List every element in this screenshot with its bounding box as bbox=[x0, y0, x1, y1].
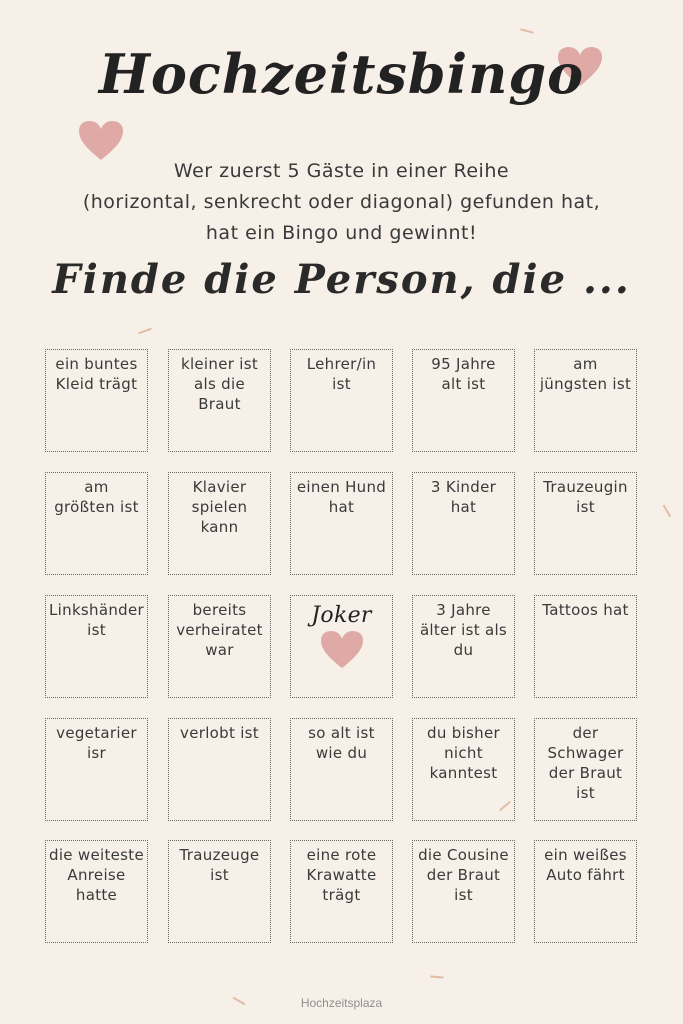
bingo-cell-text: Auto fährt bbox=[546, 866, 625, 884]
bingo-cell[interactable] bbox=[412, 595, 515, 698]
bingo-cell-text: kann bbox=[200, 518, 239, 536]
bingo-cell-text: Lehrer/in bbox=[306, 355, 377, 373]
bingo-cell-text: einen Hund bbox=[296, 478, 387, 496]
joker-label: Joker bbox=[311, 603, 372, 628]
bingo-cell-text: Schwager bbox=[547, 744, 624, 762]
bingo-cell[interactable] bbox=[168, 840, 271, 943]
bingo-cell-text: 3 Jahre bbox=[436, 601, 491, 619]
bingo-cell-text: war bbox=[205, 641, 234, 659]
bingo-cell-text: Linkshänder bbox=[49, 601, 144, 619]
bingo-cell-text: wie du bbox=[315, 744, 368, 762]
bingo-cell-text: ein buntes bbox=[55, 355, 138, 373]
bingo-cell-text: vegetarier bbox=[56, 724, 137, 742]
bingo-cell-text: Kleid trägt bbox=[55, 375, 138, 393]
bingo-cell[interactable] bbox=[412, 472, 515, 575]
bingo-cell-text: größten ist bbox=[54, 498, 139, 516]
bingo-cell-text: so alt ist bbox=[308, 724, 375, 742]
bingo-cell-text: spielen bbox=[191, 498, 248, 516]
bingo-cell[interactable] bbox=[534, 472, 637, 575]
bingo-cell[interactable] bbox=[534, 595, 637, 698]
bingo-cell-text: hat bbox=[450, 498, 477, 516]
instructions-line: hat ein Bingo und gewinnt! bbox=[205, 222, 478, 244]
bingo-cell-text: du bbox=[453, 641, 474, 659]
bingo-cell[interactable] bbox=[168, 472, 271, 575]
bingo-cell-text: ist bbox=[454, 886, 473, 904]
subtitle: Finde die Person, die ... bbox=[52, 256, 631, 303]
bingo-cell-text: nicht bbox=[444, 744, 483, 762]
footer-brand: Hochzeitsplaza bbox=[300, 996, 383, 1010]
bingo-cell-text: die weiteste bbox=[49, 846, 144, 864]
bingo-cell-text: Braut bbox=[198, 395, 241, 413]
bingo-cell[interactable] bbox=[168, 349, 271, 452]
bingo-cell-text: ist bbox=[576, 498, 595, 516]
bingo-cell-text: jüngsten ist bbox=[539, 375, 632, 393]
bingo-cell[interactable] bbox=[290, 840, 393, 943]
bingo-cell[interactable] bbox=[412, 349, 515, 452]
bingo-cell[interactable] bbox=[168, 595, 271, 698]
bingo-cell-text: ist bbox=[576, 784, 595, 802]
bingo-cell-text: älter ist als bbox=[419, 621, 508, 639]
bingo-cell-text: kleiner ist bbox=[180, 355, 259, 373]
bingo-cell-text: verheiratet bbox=[176, 621, 263, 639]
bingo-cell[interactable] bbox=[45, 595, 148, 698]
bingo-cell-text: Trauzeugin bbox=[543, 478, 628, 496]
bingo-cell-text: hatte bbox=[75, 886, 118, 904]
bingo-cell-text: am bbox=[573, 355, 598, 373]
bingo-cell[interactable] bbox=[168, 718, 271, 821]
bingo-cell[interactable] bbox=[290, 472, 393, 575]
bingo-cell-text: kanntest bbox=[429, 764, 498, 782]
heart-icon bbox=[320, 630, 364, 675]
bingo-cell-text: Anreise bbox=[67, 866, 126, 884]
bingo-cell-text: die Cousine bbox=[418, 846, 509, 864]
bingo-cell[interactable] bbox=[45, 718, 148, 821]
bingo-cell-text: Tattoos hat bbox=[542, 601, 629, 619]
bingo-cell[interactable] bbox=[534, 840, 637, 943]
bingo-cell-text: Trauzeuge bbox=[179, 846, 260, 864]
bingo-cell-text: alt ist bbox=[441, 375, 486, 393]
bingo-cell-text: der Braut bbox=[426, 866, 501, 884]
bingo-cell[interactable] bbox=[45, 840, 148, 943]
bingo-cell-text: ein weißes bbox=[544, 846, 627, 864]
bingo-cell-text: eine rote bbox=[306, 846, 377, 864]
bingo-cell-text: ist bbox=[332, 375, 351, 393]
bingo-cell[interactable] bbox=[45, 349, 148, 452]
bingo-cell[interactable] bbox=[290, 349, 393, 452]
bingo-cell-text: du bisher bbox=[427, 724, 500, 742]
bingo-cell-text: ist bbox=[210, 866, 229, 884]
bingo-cell-text: isr bbox=[86, 744, 107, 762]
bingo-cell-text: 95 Jahre bbox=[431, 355, 496, 373]
bingo-cell-text: bereits bbox=[192, 601, 247, 619]
bingo-cell-text: ist bbox=[87, 621, 106, 639]
bingo-cell-text: am bbox=[84, 478, 109, 496]
bingo-cell[interactable] bbox=[290, 718, 393, 821]
bingo-cell-text: der bbox=[572, 724, 599, 742]
bingo-cell-text: Krawatte bbox=[306, 866, 377, 884]
bingo-cell[interactable] bbox=[412, 840, 515, 943]
bingo-cell-text: verlobt ist bbox=[180, 724, 259, 742]
bingo-cell-text: 3 Kinder bbox=[430, 478, 497, 496]
bingo-cell-text: Klavier bbox=[192, 478, 247, 496]
instructions-line: Wer zuerst 5 Gäste in einer Reihe bbox=[173, 160, 510, 182]
instructions-line: (horizontal, senkrecht oder diagonal) gefunden hat, bbox=[82, 191, 601, 213]
bingo-cell[interactable] bbox=[534, 349, 637, 452]
bingo-cell[interactable] bbox=[45, 472, 148, 575]
bingo-cell[interactable] bbox=[534, 718, 637, 821]
bingo-cell-text: der Braut bbox=[548, 764, 623, 782]
bingo-cell[interactable] bbox=[412, 718, 515, 821]
page-title: Hochzeitsbingo bbox=[98, 42, 585, 106]
bingo-cell-text: hat bbox=[328, 498, 355, 516]
bingo-cell-text: als die bbox=[194, 375, 245, 393]
bingo-cell-joker[interactable] bbox=[290, 595, 393, 698]
bingo-cell-text: trägt bbox=[322, 886, 361, 904]
